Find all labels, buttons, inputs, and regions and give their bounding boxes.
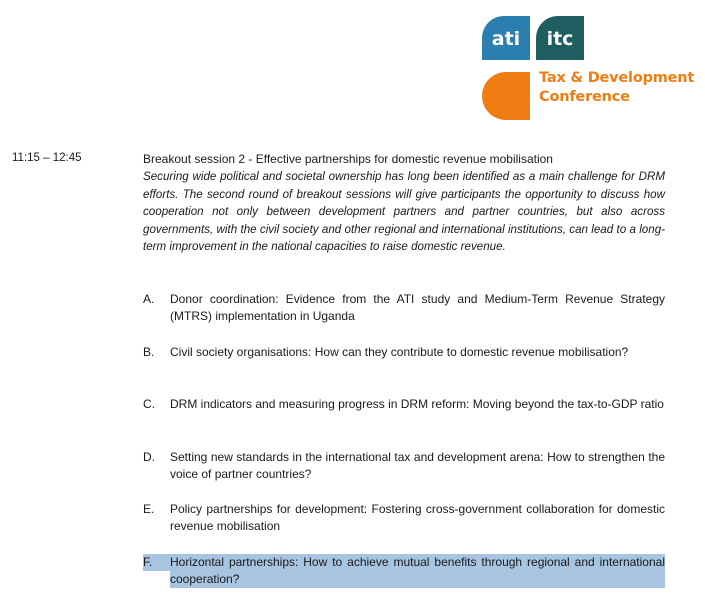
agenda-letter: F. bbox=[143, 554, 170, 571]
agenda-letter: E. bbox=[143, 502, 155, 516]
logo-line-1: Tax & Development bbox=[539, 70, 695, 86]
agenda-letter: D. bbox=[143, 449, 155, 464]
agenda-text: Policy partnerships for development: Fostering cross-government collaboration for domestic revenue mobilisation bbox=[170, 502, 665, 533]
itc-badge-label: itc bbox=[546, 28, 574, 50]
agenda-text: Horizontal partnerships: How to achieve mutual benefits through regional and international cooperation? bbox=[170, 554, 665, 586]
agenda-item-b[interactable] bbox=[143, 344, 665, 378]
agenda-item-e[interactable] bbox=[143, 501, 665, 535]
logo-line-2: Conference bbox=[539, 89, 630, 105]
agenda-letter: B. bbox=[143, 344, 155, 359]
agenda-letter: A. bbox=[143, 292, 155, 306]
session-title: Breakout session 2 - Effective partnerships for domestic revenue mobilisation bbox=[143, 152, 553, 166]
session-time: 11:15 – 12:45 bbox=[12, 152, 82, 164]
agenda-text: DRM indicators and measuring progress in DRM reform: Moving beyond the tax-to-GDP ratio bbox=[170, 397, 664, 411]
session-block bbox=[143, 151, 665, 256]
agenda-item-c[interactable] bbox=[143, 396, 665, 430]
agenda-item-f-selected[interactable] bbox=[143, 554, 665, 588]
logo-wordmark bbox=[539, 69, 694, 107]
agenda-text: Donor coordination: Evidence from the ATI study and Medium-Term Revenue Strategy (MTRS) implementation in Uganda bbox=[170, 292, 665, 323]
ati-badge-label: ati bbox=[491, 28, 521, 50]
agenda-item-d[interactable] bbox=[143, 449, 665, 483]
agenda-item-a[interactable] bbox=[143, 291, 665, 325]
agenda-list bbox=[143, 291, 665, 606]
agenda-text: Civil society organisations: How can they contribute to domestic revenue mobilisation? bbox=[170, 344, 629, 359]
conference-logo bbox=[480, 14, 700, 124]
session-description: Securing wide political and societal ownership has long been identified as a main challenge for DRM efforts. The second round of breakout sessions will give participants the opportunity to discuss how cooperation not only between development partners and partner countries, but also across governments, with the civil society and other regional and international institutions, can lead to a long-term improvement in the national capacities to raise domestic revenue. bbox=[143, 170, 665, 253]
agenda-letter: C. bbox=[143, 397, 155, 411]
agenda-text: Setting new standards in the international tax and development arena: How to strengthen the voice of partner countries? bbox=[170, 449, 665, 481]
